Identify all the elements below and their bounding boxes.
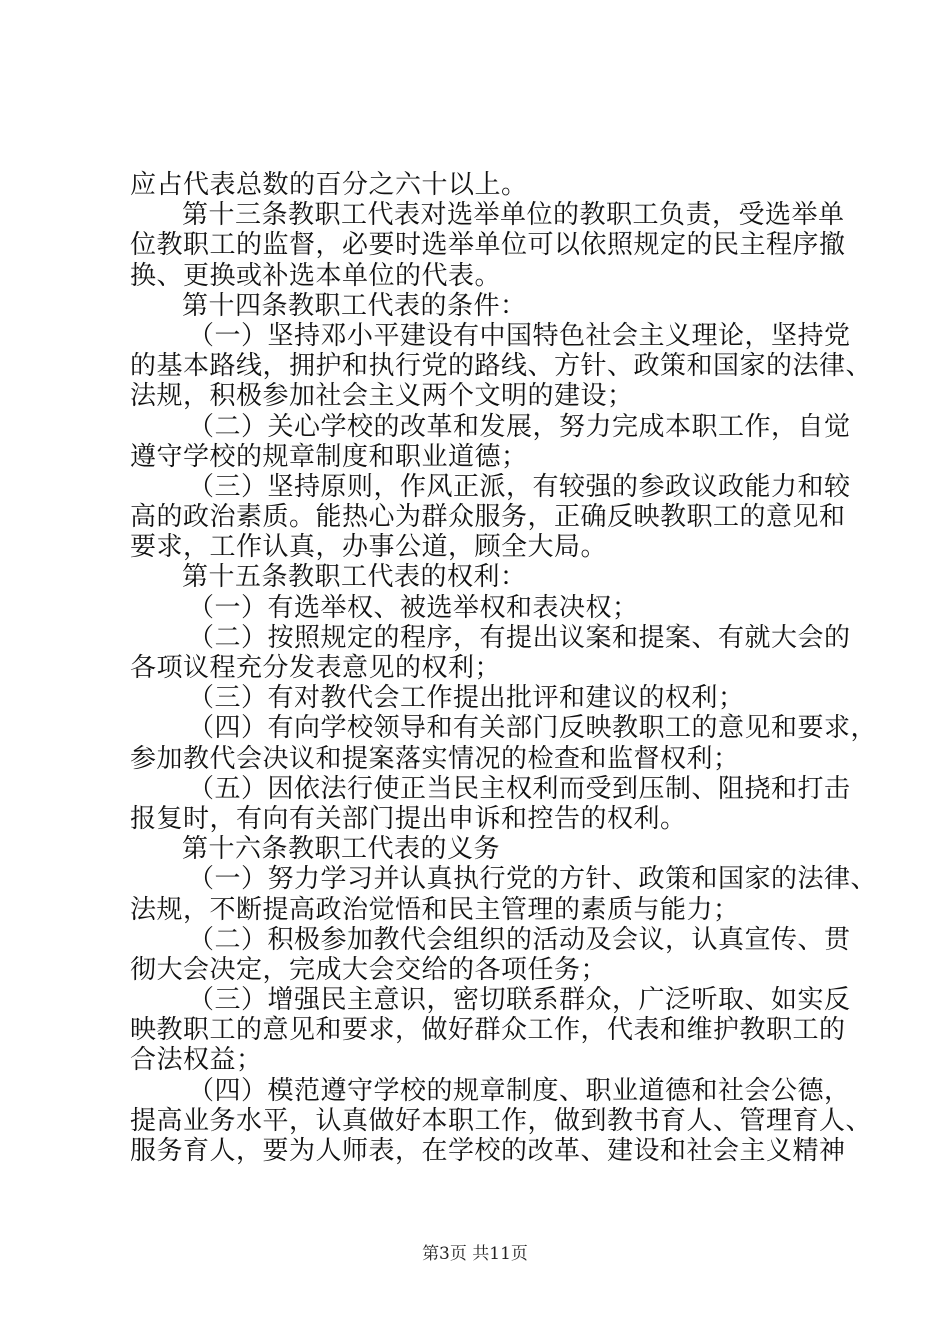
text-line: 映教职工的意见和要求，做好群众工作，代表和维护教职工的 [130, 1015, 846, 1046]
text-line: 位教职工的监督，必要时选举单位可以依照规定的民主程序撤 [130, 230, 846, 261]
text-line: （四）模范遵守学校的规章制度、职业道德和社会公德， [188, 1075, 851, 1106]
text-line: 第十六条教职工代表的义务 [182, 834, 501, 865]
text-line: （一）坚持邓小平建设有中国特色社会主义理论，坚持党 [188, 320, 851, 351]
text-line: 第十五条教职工代表的权利： [182, 562, 527, 593]
text-line: （一）努力学习并认真执行党的方针、政策和国家的法律、 [188, 864, 878, 895]
text-line: 报复时，有向有关部门提出申诉和控告的权利。 [130, 803, 687, 834]
text-line: （五）因依法行使正当民主权利而受到压制、阻挠和打击 [188, 773, 851, 804]
text-line: （二）按照规定的程序，有提出议案和提案、有就大会的 [188, 622, 851, 653]
text-line: （三）增强民主意识，密切联系群众，广泛听取、如实反 [188, 985, 851, 1016]
text-line: （一）有选举权、被选举权和表决权； [188, 592, 639, 623]
text-line: 的基本路线，拥护和执行党的路线、方针、政策和国家的法律、 [130, 351, 873, 382]
text-line: 服务育人，要为人师表，在学校的改革、建设和社会主义精神 [130, 1136, 846, 1166]
text-line: （二）积极参加教代会组织的活动及会议，认真宣传、贯 [188, 924, 851, 955]
text-line: 应占代表总数的百分之六十以上。 [130, 170, 528, 200]
text-line: （三）坚持原则，作风正派，有较强的参政议政能力和较 [188, 471, 851, 502]
text-line: 各项议程充分发表意见的权利； [130, 653, 502, 683]
text-line: （四）有向学校领导和有关部门反映教职工的意见和要求， [188, 713, 878, 744]
text-line: 要求，工作认真，办事公道，顾全大局。 [130, 532, 608, 563]
text-line: 遵守学校的规章制度和职业道德； [130, 441, 528, 472]
text-line: 第十三条教职工代表对选举单位的教职工负责，受选举单 [182, 200, 845, 231]
text-line: 提高业务水平，认真做好本职工作，做到教书育人、管理育人、 [130, 1105, 873, 1136]
document-body [130, 170, 878, 1166]
text-line: 彻大会决定，完成大会交给的各项任务； [130, 954, 608, 985]
text-line: （三）有对教代会工作提出批评和建议的权利； [188, 683, 745, 714]
text-line: 法规，积极参加社会主义两个文明的建设； [130, 381, 634, 412]
text-line: 法规，不断提高政治觉悟和民主管理的素质与能力； [130, 894, 740, 925]
text-line: 参加教代会决议和提案落实情况的检查和监督权利； [130, 743, 740, 774]
text-line: 换、更换或补选本单位的代表。 [130, 260, 502, 291]
page-number-footer: 第3页 共11页 [422, 1244, 528, 1264]
text-line: 第十四条教职工代表的条件： [182, 290, 527, 321]
text-line: 合法权益； [130, 1045, 263, 1076]
text-line: 高的政治素质。能热心为群众服务，正确反映教职工的意见和 [130, 502, 846, 533]
text-line: （二）关心学校的改革和发展，努力完成本职工作，自觉 [188, 411, 851, 442]
